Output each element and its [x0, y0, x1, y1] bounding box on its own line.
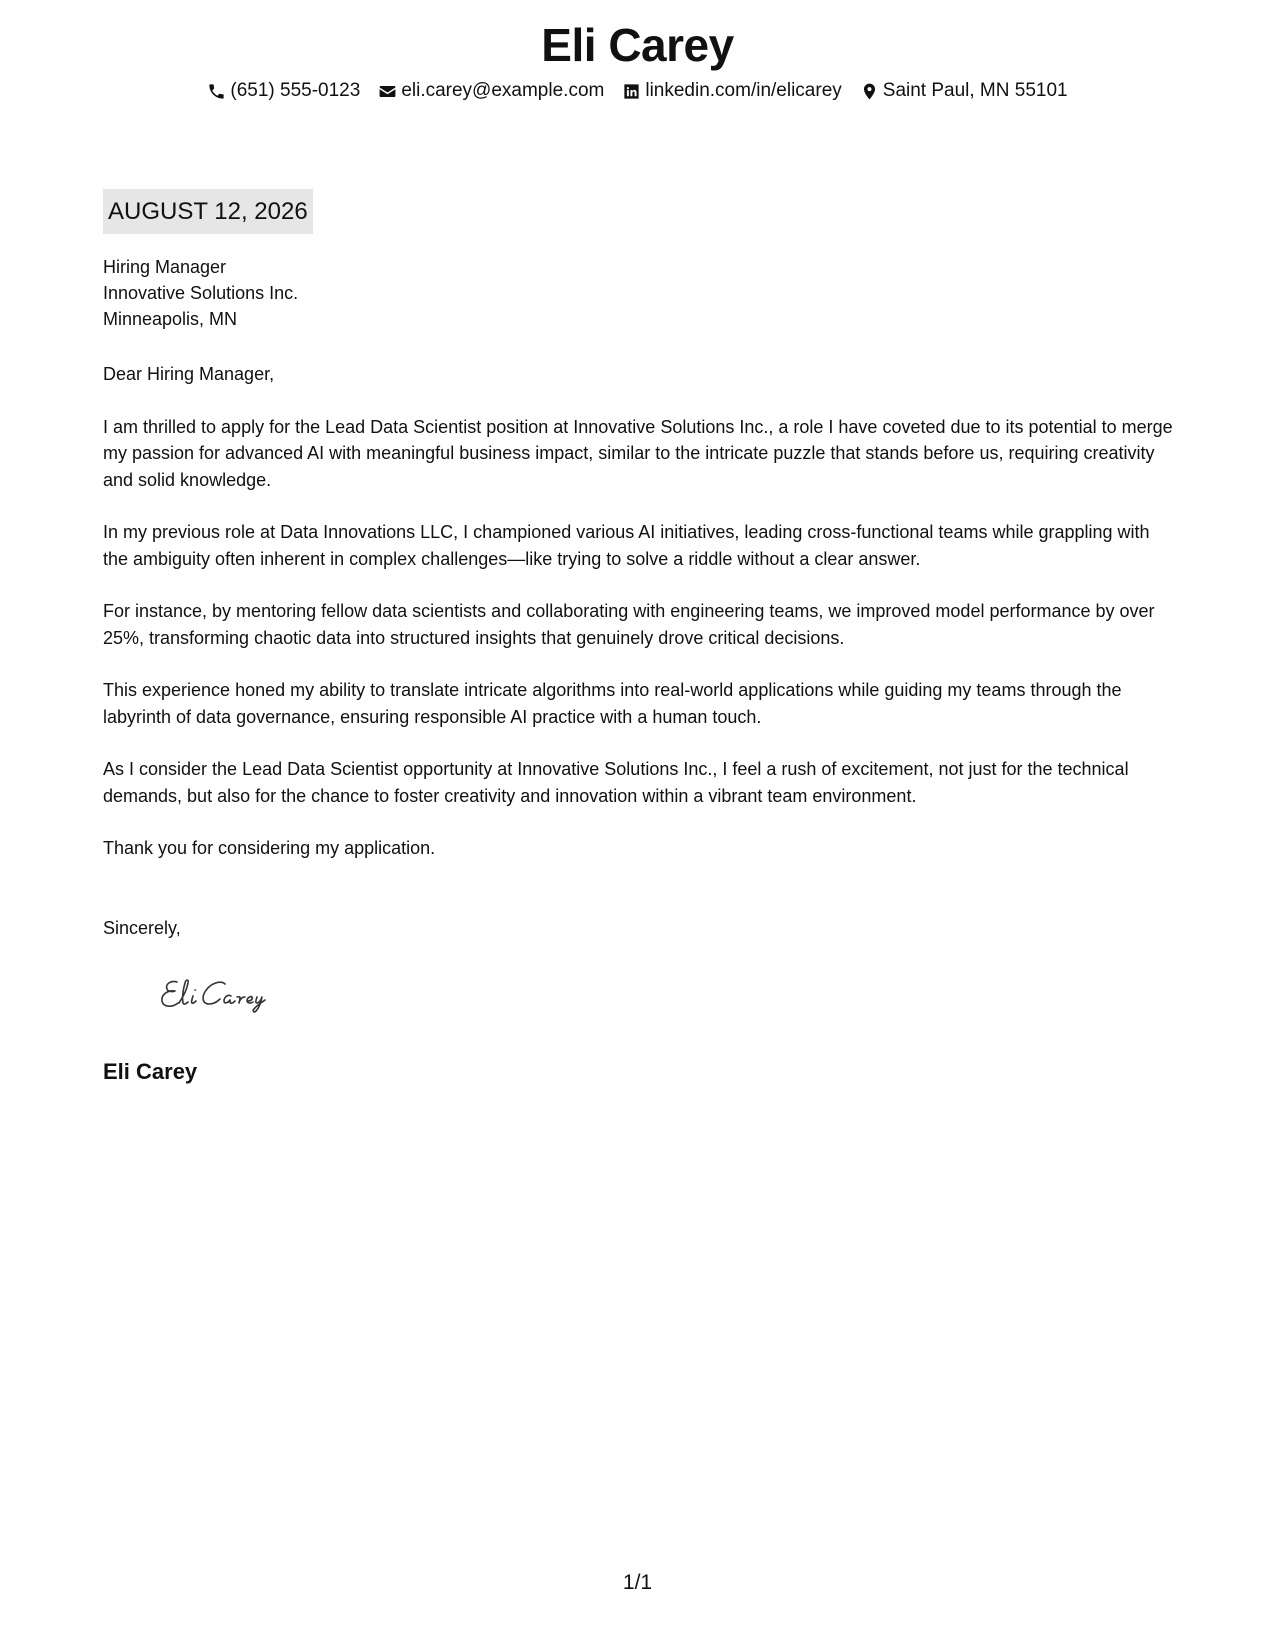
letter-date: AUGUST 12, 2026 — [103, 189, 313, 234]
recipient-title: Hiring Manager — [103, 257, 227, 277]
contact-phone — [207, 80, 360, 102]
phone-text: (651) 555-0123 — [230, 80, 361, 101]
closing: Sincerely, — [103, 918, 181, 938]
letter-body — [103, 361, 1175, 888]
paragraph: For instance, by mentoring fellow data scientists and collaborating with engineering teams, we improved model performance by over 25%, transforming chaotic data into structured insights that genuinely drove critical decisions. — [103, 601, 1155, 648]
paragraph: This experience honed my ability to translate intricate algorithms into real-world applications while guiding my teams through the labyrinth of data governance, ensuring responsible AI practice with a human touch. — [103, 680, 1122, 727]
applicant-name: Eli Carey — [541, 19, 734, 71]
map-marker-icon — [860, 82, 879, 101]
recipient-location: Minneapolis, MN — [103, 309, 238, 329]
recipient-block — [103, 254, 298, 332]
linkedin-icon — [622, 82, 641, 101]
paragraph: As I consider the Lead Data Scientist opportunity at Innovative Solutions Inc., I feel a rush of excitement, not just for the technical demands, but also for the chance to foster creativity and innovation within a vibrant team environment. — [103, 759, 1129, 806]
linkedin-text: linkedin.com/in/elicarey — [645, 80, 842, 101]
paragraph: Thank you for considering my application. — [103, 838, 436, 858]
location-text: Saint Paul, MN 55101 — [882, 80, 1068, 101]
email-text: eli.carey@example.com — [401, 80, 605, 101]
salutation: Dear Hiring Manager, — [103, 364, 275, 384]
contact-linkedin — [622, 80, 841, 102]
page-number: 1/1 — [622, 1571, 653, 1594]
phone-icon — [207, 82, 226, 101]
paragraph: In my previous role at Data Innovations LLC, I championed various AI initiatives, leading cross-functional teams while grappling with the ambiguity often inherent in complex challenges—like trying to solve a riddle without a clear answer. — [103, 522, 1150, 569]
contact-bar — [0, 80, 1275, 102]
signer-name: Eli Carey — [103, 1059, 198, 1084]
signature-image — [155, 970, 310, 1018]
envelope-icon — [378, 82, 397, 101]
paragraph: I am thrilled to apply for the Lead Data Scientist position at Innovative Solutions Inc., a role I have coveted due to its potential to merge my passion for advanced AI with meaningful business impact, similar to the intricate puzzle that stands before us, requiring creativity and solid knowledge. — [103, 416, 1173, 490]
contact-location — [860, 80, 1068, 102]
contact-email — [378, 80, 604, 102]
recipient-company: Innovative Solutions Inc. — [103, 283, 299, 303]
